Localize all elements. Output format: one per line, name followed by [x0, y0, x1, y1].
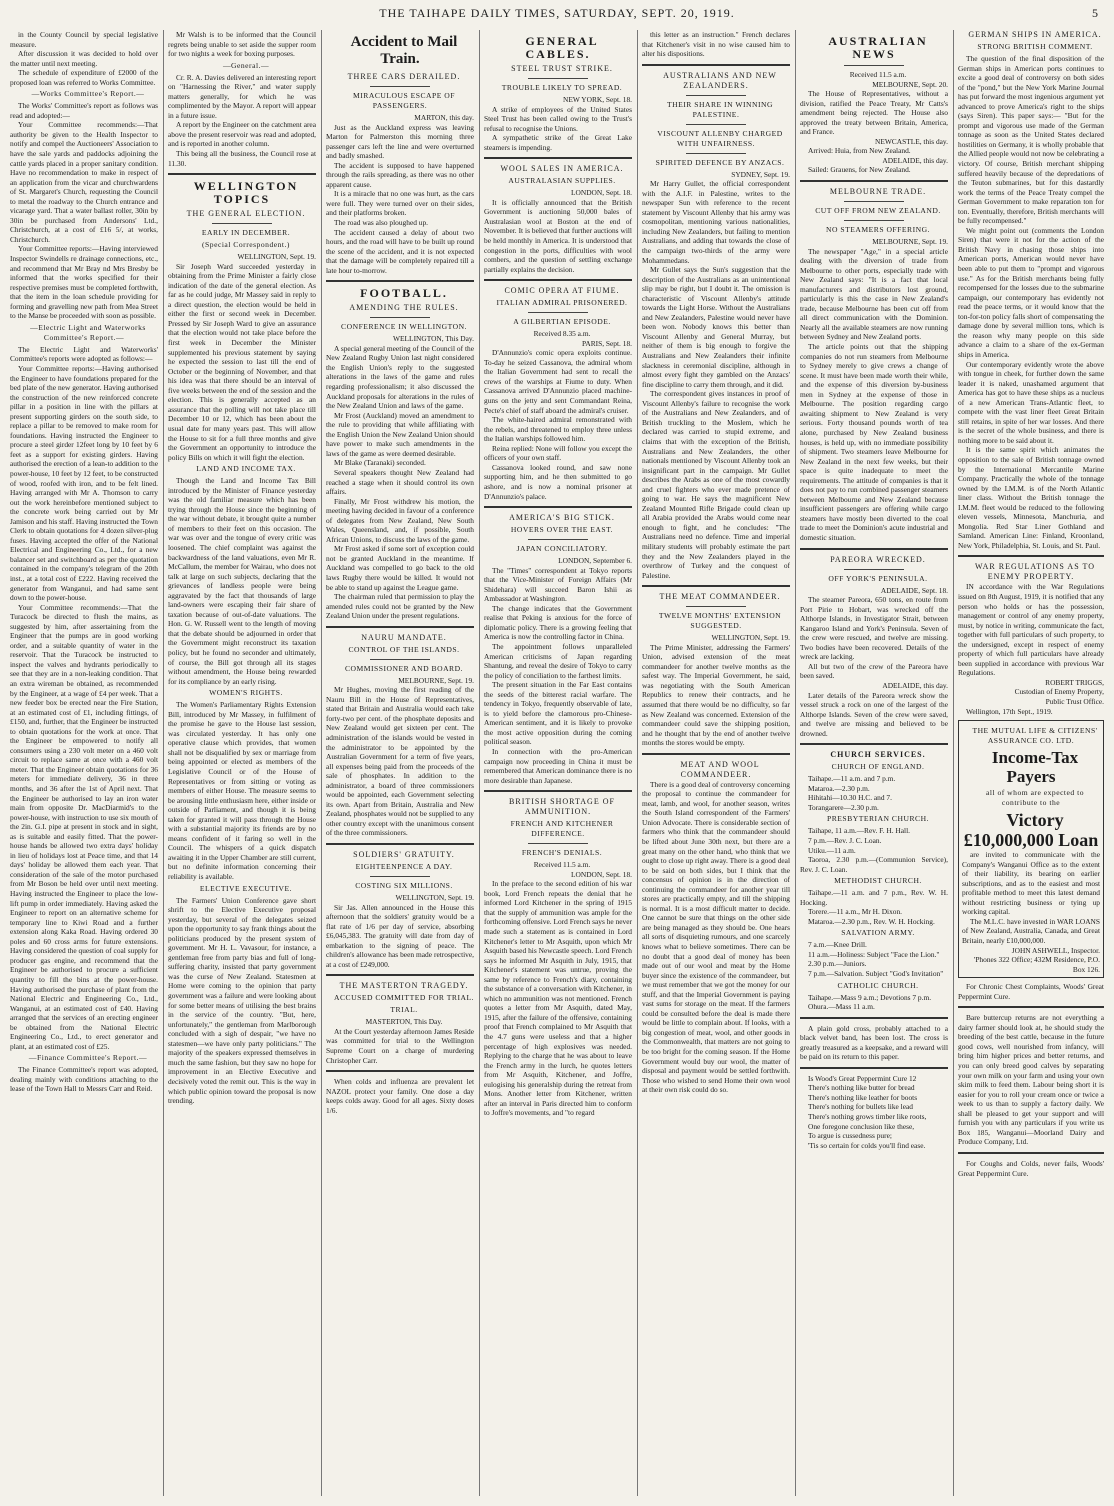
headline: WOOL SALES IN AMERICA.	[500, 164, 624, 174]
paragraph: Your Committee recommends:—That the Turacock be directed to flush the mains, as suggested by him, after assertaining from the Engineer that the pumps are in good working order, and a suitable quantity of water in the reservoir. That the Turacock be instructed to inspect the valves and hydrants periodically to see that they are in a non-leaking condition. That an extra wireman be obtained, as recommended by the Engineer, at a wage of £4 per week. That a new feeder box be erected near the Fire Station, at an estimated cost of £1, including fittings, of £150, and, further, that the Engineer be instructed to obtain quotations for the work at once. That the Engineer be empowered to notify all consumers using a 230 volt meter on a 460 volt circuit to replace same at once with a 460 volt meter. That the Engineer obtain quotations for 36 meters for immediate delivery, 36 in three months, and 36 after the 1st of April next. That the Engineer be authorised to lay an iron water main from opposite Dr. MacDiarmid's to the power-house, with instruction to use six mouth of the 2in. G.I. pipe at present in stock and in sight, as is suitable and easily fitted. That the power-house hands be allowed two extra days' holiday in lieu of holidays lost at Peace time, and that 14 days' holiday be allowed them each year. That consideration of the sale of the motor purchased from Mr Boson be held over until next meeting. Having instructed the Engineer to place the low-lift pump in order immediately. Having asked the Engineer to report on an alternative scheme for temporary line to Kiwi Road and a further extension along Kaka Road. Having ordered 30 poles and 60 cross arms for future extensions. Having considered the question of coal supply for producer gas engine, and recommend that the Engineer be authorised to procure a sufficient quantity to fill the bins at the power-house. Having authorised the purchase of plant from the National Electric and Engineering Co., Ltd., Wanganui, at an estimated cost of £40. Having arranged that the services of an erecting engineer be obtained from the National Electric Engineering Co., Ltd., to erect generator and plant, at an estimated cost of £25.	[10, 602, 158, 1051]
paragraph: Mr Gullet says the Sun's suggestion that the description of the Australians as an unintentional slip may be right, but I doubt it. The omission is characteristic of Viscount Allenby's attitude towards the Light Horse. Without the Australians and New Zealanders, Palestine would never have been won. Nobody knows this better than Viscount Allenby and General Murray, but neither of them is big enough to forgive the Australians and New Zealanders their infinite slackness in ceremonial discipline, although in almost every fight they gambled on the Anzacs' fine discipline to carry them through, and it did.	[642, 265, 790, 389]
verse-line: There's nothing for bullets like lead	[808, 1102, 913, 1112]
paragraph: Our contemporary evidently wrote the above with tongue in cheek, for further down the same leader it is naked, unashamed argument that America has got to have these ships as a nucleus of a new American Trans-Atlantic fleet, to compete with the vast liner fleet Great Britain still retains, in spite of her war losses. And there is the secret of the whole business, and there is nothing more to be said about it.	[958, 359, 1104, 445]
headline: AMERICA'S BIG STICK.	[509, 513, 615, 523]
verse-line: 'Tis so certain for colds you'll find ease.	[808, 1140, 926, 1150]
subheading: SALVATION ARMY.	[841, 928, 915, 938]
subheading: CONFERENCE IN WELLINGTON.	[341, 322, 467, 332]
column-2	[168, 30, 316, 1496]
headline: FOOTBALL.	[360, 286, 448, 301]
subheading: —General.—	[222, 60, 270, 70]
paragraph: This being all the business, the Council rose at 11.30.	[168, 149, 316, 168]
subheading: COSTING SIX MILLIONS.	[355, 881, 453, 890]
paragraph: Mr Walsh is to be informed that the Council regrets being unable to set aside the supper room for two nights a week for boxing purposes.	[168, 30, 316, 59]
paragraph: are invited to communicate with the Company's Wanganui Office as to the extent of their liability, its bearing on earlier subscriptions, and as to the easiest and most profitable method to meet this latest demand without restricting business or tying up working capital.	[962, 850, 1100, 917]
headline: AUSTRALIAN NEWS	[828, 34, 928, 61]
dateline: Received 11.5 a.m.	[849, 70, 907, 79]
advertisement: Bare buttercup returns are not everything a dairy farmer should look at, he should study the breeding of the best cattle, because in the future good cows, well nourished from infancy, will bring him higher prices and better returns, and you can only breed good calves by separating your own milk on your farm and using your own skim milk to feed them. Labour being short it is easier for you to roll your cream once or twice a week to us than to supply a factory daily. We shall be pleased to get your support and will furnish you with any particulars if you write us Box 185, Wanganui—Moorland Dairy and Produce Company, Ltd.	[958, 1013, 1104, 1147]
paragraph: The accident caused a delay of about two hours, and the road will have to be built up round the scene of the accident, and it is not expected that the damage will be completely repaired till a late hour to-morrow.	[326, 227, 474, 275]
paragraph: Later details of the Pareora wreck show the vessel struck a rock on one of the largest of the Althorpe Islands. Seven of the crew were saved, and twelve are missing and believed to be drowned.	[800, 690, 948, 738]
service-line: Taihape.—11 a.m. and 7 p.m., Rev. W. H. Hocking.	[800, 888, 948, 907]
lost-notice: A plain gold cross, probably attached to a black velvet band, has been lost. The cross is greatly treasured as a keepsake, and a reward will be paid on its return to this paper.	[800, 1023, 948, 1062]
subheading: ACCUSED COMMITTED FOR TRIAL.	[334, 993, 474, 1003]
paragraph: The schedule of expenditure of £2000 of the proposed loan was referred to Works Committee.	[10, 68, 158, 87]
paragraph: The correspondent gives instances in proof of Viscount Allenby's failure to recognise the work of the Australians and New Zealanders, and of British truckling to the Moslem, which he declared was carried to stupid extreme, and claims that with the exception of the British, Australians and New Zealanders, the other nationals mentioned by Viscount Allenby took an insignificant part in the campaign. Mr Gullet describes the Arabs as one of the most cowardly and cruel fighters who ever made pretence of going to war. He says the magnificent New Zealand Mounted Rifle Brigade could clean up all Arabia provided the Arabs would come near enough to fight, and he concludes: "The Australians need no defence. Time and imperial military students will probably estimate the part they and the New Zealanders played in the overthrow of Turkey and the conquest of Palestine.	[642, 389, 790, 580]
paragraph: Mr Hughes, moving the first reading of the Nauru Bill in the House of Representatives, stated that Britain and Australia would each take forty-two per cent. of the phosphate deposits and New Zealand would get sixteen per cent. The administration of the islands would be vested in the administrator to be appointed by the Australian Government for a term of five years, all expenses being paid from the proceeds of the sale of phosphates. In addition to the administrator, a board of three commissioners would be appointed, each Government selecting its own. Apart from Britain, Australia and New Zealand, phosphates would not be supplied to any other country except with the unanimous consent of the three commissioners.	[326, 685, 474, 838]
advertisement: For Coughs and Colds, never fails, Woods' Great Peppermint Cure.	[958, 1158, 1104, 1178]
ad-headline: Income-Tax Payers	[991, 748, 1079, 787]
paragraph: It is a miracle that no one was hurt, as the cars were full. They were turned over on their sides, and their platforms broken.	[326, 189, 474, 218]
signature-line: JOHN ASHWELL, Inspector.	[1011, 945, 1100, 955]
subheading: —Works Committee's Report.—	[31, 89, 145, 99]
headline: AUSTRALIANS AND NEW ZEALANDERS.	[663, 70, 777, 90]
subheading: THE GENERAL ELECTION.	[186, 209, 306, 219]
paragraph: Sir Joseph Ward succeeded yesterday in obtaining from the Prime Minister a fairly close indication of the date of the general election. As far as he could judge, Mr Massey said in reply to a direct question, the election would be held in either the first or second week in December. Pressed by Sir Joseph Ward to give an assurance that the election would not take place before the first week in December the Minister supplemented his previous statement by saying he expected the session to last till the end of October or the beginning of November, and that his idea was that there should be an interval of five weeks between the end of the session and the election. This is generally accepted as an assurance that the polling will not take place till December 10 or 12, which has been about the usual date for many years past. This will allow the House to sit for a full three months and give the Government an opportunity to introduce the policy Bills on which it will fight the election.	[168, 261, 316, 462]
paragraph: The appointment follows unparalleled American criticisms of Japan regarding Shantung, and reveal the desire of Tokyo to carry the policy of conciliation to the farthest limits.	[484, 641, 632, 680]
subheading: METHODIST CHURCH.	[834, 876, 922, 886]
paragraph: Sailed: Grauens, for New Zealand.	[808, 165, 911, 175]
ad-company: THE MUTUAL LIFE & CITIZENS' ASSURANCE CO. LTD.	[972, 726, 1098, 746]
service-line: 7 p.m.—Salvation. Subject "God's Invitation"	[808, 969, 944, 979]
subheading: TWELVE MONTHS' EXTENSION SUGGESTED.	[658, 611, 782, 631]
headline: BRITISH SHORTAGE OF AMMUNITION.	[509, 797, 615, 817]
subheading: THEIR SHARE IN WINNING PALESTINE.	[667, 99, 773, 119]
paragraph: At the Court yesterday afternoon James Reside was committed for trial to the Wellington Supreme Court on a charge of murdering Christopher Carr.	[326, 1026, 474, 1065]
dateline: Received 8.35 a.m.	[533, 329, 591, 339]
ad-loan-title: Victory £10,000,000 Loan	[963, 810, 1099, 851]
paragraph: We might point out (comments the London Siren) that were it not for the action of the British Navy in chasing those ships into American ports, American would never have been able to put them to "prompt and vigorous use." As for the British merchants being fully recompensed for the losses due to the submarine campaign, our contemporary has evidently not read the peace terms, or it would know that the ton-for-ton policy falls short of compensating the damage done by several million tons, which is the reason why many people on this side advance a claim to a share of the ex-German ships in America.	[958, 225, 1104, 359]
paragraph: It is the same spirit which animates the opposition to the sale of British tonnage owned by the International Mercantile Marine Company. Practically the whole of the tonnage owned by the I.M.M. is of the North Atlantic liner class. Without the British tonnage the I.M.M. fleet would be reduced to the following eleven vessels, Minnesota, Manchuria, and Mongolia. Red Star Liner Gothland and Samland. American Line: Finland, Kroonland, New York, Philadelphia, St. Louis, and St. Paul.	[958, 445, 1104, 550]
paragraph: In connection with the pro-American campaign now proceeding in China it must be remembered that American dominance there is no more desirable than Japanese.	[484, 746, 632, 785]
dateline: SYDNEY, Sept. 19.	[731, 169, 790, 179]
paragraph: The article points out that the shipping companies do not run steamers from Melbourne to Sydney merely to give crews a change of scene. It must have been made worth their while, and the expense of this diversion by-business men in Sydney at the expense of those in Melbourne. The position regarding cargo awaiting shipment to New Zealand is very serious. Forty thousand pounds worth of tea alone, purchased by New Zealand business houses, is held up, with no immediate possibility of shipment. Two steamers leave Melbourne for New Zealand in the next few weeks, but their space is quite inadequate to meet the requirements. The attitude of companies is that it does not pay to run combined passenger steamers between Melbourne and New Zealand because insufficient passengers are offering while cargo steamers have mostly been diverted to the coal trade to meet the Dominion's acute industrial and domestic situation.	[800, 342, 948, 542]
dateline: WELLINGTON, This Day.	[393, 334, 474, 344]
paragraph: Arrived: Huia, from New Zealand.	[808, 146, 911, 156]
headline: CHURCH SERVICES.	[830, 750, 926, 760]
paragraph: Mr Frost asked if some sort of exception could not be granted Auckland in the meantime. If Auckland was compelled to go back to the old laws Rugby there would be killed. It would not be able to stand up against the League game.	[326, 544, 474, 592]
dateline: LONDON, Sept. 18.	[571, 188, 632, 198]
subheading: COMMISSIONER AND BOARD.	[344, 663, 464, 673]
verse-line: There's nothing grows timber like roots,	[808, 1112, 927, 1122]
paragraph: The accident is supposed to have happened through the rails spreading, as there was no other apparent cause.	[326, 160, 474, 189]
paragraph: The chairman ruled that permission to play the amended rules could not be granted by the New Zealand Union under the present regulations.	[326, 592, 474, 621]
subheading: —Finance Committee's Report.—	[28, 1053, 148, 1063]
paragraph: Your Committee reports:—Having authorised the Engineer to have foundations prepared for the bed plate of the new generator. Having authorised the construction of the new reinforced concrete pillar in a position in line with the pillars at present supporting girders on the south side, to replace a pillar to be removed to make room for foundations. Having instructed the Engineer to procure a steel girder 12feet long by 10 feet by 6 feet as a support for existing girders. Having authorised the erection of a lean-to addition to the power-house, 10 feet by 12 feet, to be constructed of wood, roofed with iron, and to be felt lined. Having arranged with Mr A. Thomson to carry out the work hereinbefore mentioned subject to the concrete work being carried out by Mr Jamison and his staff. Having instructed the Town Clerk to obtain quotations for 4 dozen silver-plug fuses. Having accepted the offer of the National Electrical and Engineering Co., Ltd., for a new balancer set and switchboard as per the quotation contained in the company's telegram of the 20th inst., at a total cost of £222. Having received the generator from Wanganui, and had same sent down to the power-house.	[10, 363, 158, 603]
subheading: MIRACULOUS ESCAPE OF PASSENGERS.	[353, 91, 455, 110]
service-line: 2.30 p.m.—Juniors.	[808, 959, 867, 969]
dateline: PARIS, Sept. 18.	[581, 338, 632, 348]
dateline: MELBOURNE, Sept. 19.	[872, 237, 948, 247]
headline: THE MASTERTON TRAGEDY.	[339, 981, 469, 991]
paragraph: The steamer Pareora, 650 tons, en route from Port Pirie to Hobart, was wrecked off the Althorpe Islands, in Investigator Strait, between Kangaroo Island and York's Peninsula. Seven of the crew were rescued, and twelve are missing. Two bodies have been recovered. Details of the wreck are lacking.	[800, 595, 948, 662]
paragraph: Reina replied: None will follow you except the officers of your own staff.	[484, 443, 632, 463]
dateline: NEWCASTLE, this day.	[874, 136, 948, 146]
dateline: WELLINGTON, Sept. 19.	[395, 893, 474, 902]
subheading: EIGHTEENPENCE A DAY.	[355, 862, 453, 871]
dateline: MELBOURNE, Sept. 20.	[872, 79, 948, 89]
column-4	[484, 30, 632, 1496]
service-line: Torere.—11 a.m., Mr H. Dixon.	[808, 907, 903, 917]
verse-line: To argue is cussedness pure;	[808, 1131, 892, 1141]
headline: Accident to Mail Train.	[350, 34, 458, 67]
paragraph: A report by the Engineer on the catchment area above the present reservoir was read and adopted, and is reported in another column.	[168, 120, 316, 149]
subheading: HOVERS OVER THE EAST.	[510, 525, 614, 535]
subheading: FRENCH'S DENIALS.	[521, 848, 603, 858]
dateline: ADELAIDE, Sept. 18.	[880, 585, 948, 595]
paragraph: The Prime Minister, addressing the Farmers' Union, advised extension of the meat commandeer for another twelve months as the safest way. The Imperial Government, he said, was negotiating with the South American Republics to renew their contracts, and he assumed that there would be no difficulty, so far as New Zealand was concerned. Extension of the commandeer could save the shipping position, and he thought that by the end of another twelve months the stores would be empty.	[642, 642, 790, 748]
paragraph: The "Times" correspondent at Tokyo reports that the Vice-Minister of Foreign Affairs (Mr Shidehara) will succeed Baron Ishii as Ambassador at Washington.	[484, 565, 632, 604]
signature-line: ROBERT TRIGGS,	[1045, 677, 1104, 687]
paragraph: The road was also ploughed up.	[334, 218, 429, 228]
headline: MEAT AND WOOL COMMANDEER.	[680, 759, 760, 779]
paragraph: In the preface to the second edition of his war book, Lord French repeats the denial that he informed Lord Kitchener in the spring of 1915 that the supply of ammunition was ample for the forthcoming offensive. Lord French says he never made such a statement as is contained in Lord Kitchener's letter to Mr Asquith, upon which Mr Asquith based his Newcastle speech. Lord French says he informed Mr Asquith in July, 1915, that Kitchener's statement was untrue, proving the same by reference to French's diary, containing the substance of a conversation with Kitchener, in which no ammunition was not mentioned. French quotes a letter from Mr Asquith, dated May, 1915, after the failure of the offensive, containing proof that French complained to Mr Asquith that the 4.7 guns were useless and that a higher percentage of high explosives was needed. Replying to the charge that he was about to leave the French army in the lurch, he quotes letters from Mr Asquith, Kitchener, and Joffre, eulogising his generalship during the retreat from Mons. Another letter from Kitchener, written after an interval in Paris directed him to conform to Joffre's movements, and "to regard	[484, 879, 632, 1118]
paragraph: Several speakers thought New Zealand had reached a stage when it should control its own affairs.	[326, 467, 474, 497]
paragraph: The white-haired admiral remonstrated with the rebels, and threatened to employ three unless the Italian warships followed him.	[484, 415, 632, 444]
paragraph: Finally, Mr Frost withdrew his motion, the meeting having decided in favour of a conference of delegates from New Zealand, New South Wales, Queensland, and, if possible, South African Unions, to discuss the laws of the game.	[326, 496, 474, 544]
service-line: Taihape.—Mass 9 a.m.; Devotions 7 p.m.	[808, 992, 932, 1002]
subheading: TRIAL.	[390, 1005, 418, 1015]
paragraph: A sympathetic strike of the Great Lake steamers is impending.	[484, 133, 632, 152]
headline: GERMAN SHIPS IN AMERICA.	[968, 30, 1102, 39]
verse-line: There's nothing like leather for boots	[808, 1092, 918, 1102]
service-line: Taihape.—11 a.m. and 7 p.m.	[808, 774, 896, 784]
headline: SOLDIERS' GRATUITY.	[353, 850, 455, 859]
paragraph: IN accordance with the War Regulations issued on 8th August, 1919, it is notified that any person who holds or has the possession, management or control of any enemy property, must, by notice in writing, communicate the fact, together with full particulars of such property, to the undersigned, except in respect of enemy property of which full particulars have already been supplied in accordance with previous War Regulations.	[958, 582, 1104, 678]
service-line: Mataroa.—2.30 p.m., Rev. W. H. Hocking.	[808, 916, 935, 926]
newspaper-page	[10, 30, 1104, 1496]
paragraph: After discussion it was decided to hold over the matter until next meeting.	[10, 49, 158, 68]
subheading: TROUBLE LIKELY TO SPREAD.	[501, 83, 623, 92]
headline: NAURU MANDATE.	[361, 632, 447, 642]
subheading: AMENDING THE RULES.	[349, 303, 459, 313]
paragraph: The present situation in the Far East contains the seeds of the bitterest racial warfare. The tendency in Tokyo, frequently observable of late, is to yield before the clamorous pro-Chinese-American sentiment, and it is likely to provoke the most active opposition during the coming political season.	[484, 680, 632, 747]
contact-line: 'Phones 322 Office; 432M Residence, P.O. Box 126.	[973, 955, 1100, 974]
paragraph: this letter as an instruction." French declares that Kitchener's visit in no wise caused him to alter his dispositions.	[642, 30, 790, 59]
subheading: NO STEAMERS OFFERING.	[826, 225, 930, 235]
headline: THE MEAT COMMANDEER.	[659, 592, 781, 602]
paragraph: Though the Land and Income Tax Bill introduced by the Minister of Finance yesterday was the old familiar measure which has been trying through the House since the beginning of the war without debate, it brought quite a number of members to their feet on this occasion. The war was over and the tongue of every critic was loosened. The chief complaint was against the backwardness of the land valuations, even Mr R. McCallum, the member for Wairau, who does not talk at large on such subjects, declaring that the grievances of landless people were being aggravated by the fact that thousands of large land-owners were escaping their fair share of taxation because of out-of-date valuations. The Hon. G. W. Russell went to the length of moving that the debate should be adjourned in order that the Government might reconstruct its taxation policy, but he found no seconder and ultimately, of course, the Bill got through all its stages without amendment, the House being rewarded for its compliance by an early rising.	[168, 476, 316, 686]
subheading: SPIRITED DEFENCE BY ANZACS.	[655, 157, 785, 167]
signature-line: Custodian of Enemy Property,	[1014, 687, 1104, 697]
paragraph: A special general meeting of the Council of the New Zealand Rugby Union last night considered the English Union's reply to the suggested alterations in the laws of the game and rules regarding professionalism; it also discussed the Auckland proposals for alterations in the rules of the New Zealand Union and laws of the game.	[326, 343, 474, 411]
paragraph: There is a good deal of controversy concerning the proposal to continue the commandeer for meat, lamb, and wool, for another season, writes the South Island correspondent of the Farmers' Union Advocate. There is considerable section of farmers who think that the commandeer should be lifted about June 30th next, but there are a great many on the other hand, who think that we ought to close up right away. There is a good deal to be said on both sides, but I think that the concensus of opinion is in the direction of continuing the commandeer for another year till stores are practically empty, and till the shipping is normal. It is a most difficult matter to decide. One cannot be sure that things on the other side are being managed as they should be. One hears all sorts of disquieting rumours, and one scarcely knows what to believe sometimes. There can be no doubt that a good deal of money has been made out of our wool and meat by the Home buyer since the existence of the commandeer, but we must remember that we got the money for our stuff, and that the Imperial Government is paying vast sums for storage on the meat. If the farmers could be consulted before the deal is made there would be little to complain about. If looks, with a big congestion of meat, wool, and other goods in the Commonwealth, that matters are not going to be too bright for the coming season. If the Home Government would buy our wool, the matter of disposal and payment would be settled forthwith. Those who wished to send Home their own wool at their own risk could do so.	[642, 779, 790, 1095]
headline: PAREORA WRECKED.	[830, 554, 926, 564]
headline: COMIC OPERA AT FIUME.	[504, 286, 620, 296]
advertisement: For Chronic Chest Complaints, Woods' Great Peppermint Cure.	[958, 982, 1104, 1001]
paragraph: The Electric Light and Waterworks' Committee's reports were adopted as follows:—	[10, 344, 158, 364]
paragraph: Mr Blake (Taranaki) seconded.	[334, 458, 426, 468]
dateline: MARTON, this day.	[414, 113, 474, 122]
subheading: EARLY IN DECEMBER.	[201, 228, 291, 238]
service-line: Utiku.—11 a.m.	[808, 845, 856, 855]
subheading: (Special Correspondent.)	[202, 240, 290, 250]
paragraph: The Works' Committee's report as follows was read and adopted:—	[10, 101, 158, 120]
subheading: OFF YORK'S PENINSULA.	[828, 573, 928, 583]
paragraph: Cr. R. A. Davies delivered an interesting report on "Harnessing the River," and water supply matters generally, for which he was complimented by the Mayor. A report will appear in a future issue.	[168, 72, 316, 120]
subheading: VISCOUNT ALLENBY CHARGED WITH UNFAIRNESS.	[657, 128, 783, 148]
verse-line: There's nothing like butter for bread	[808, 1083, 915, 1093]
paragraph: The newspaper "Age," in a special article dealing with the diversion of trade from Melbourne to other ports, especially trade with New Zealand says: "It is a fact that local manufacturers and distributors lost ground, particularly is this the case in New Zealand's trade, because Melbourne has been cut off from all direct communication with the Dominion. Nearly all the available steamers are now running between Sydney and New Zealand ports.	[800, 246, 948, 342]
signature-line: Public Trust Office.	[1045, 697, 1104, 706]
service-line: Taihape, 11 a.m.—Rev. F. H. Hall.	[808, 826, 910, 836]
service-line: Ohura.—Mass 11 a.m.	[808, 1002, 875, 1012]
dateline: WELLINGTON, Sept. 19.	[237, 252, 316, 262]
dateline: MELBOURNE, Sept. 19.	[398, 675, 474, 685]
paragraph: Mr Frost (Auckland) moved an amendment to the rule to providing that while affiliating with the English Union the New Zealand Union should have power to make such amendments in the laws of the game as were deemed desirable.	[326, 410, 474, 458]
paragraph: D'Annunzio's comic opera exploits continue. To-day he seized Cassanova, the admiral whom the Italian Government had sent to recall the crews of the warships at Fiume to duty. When Cassanova arrived D'Annunzio placed machine-guns on the jetty and sent Commandant Reina, Pecte's chief of staff aboard the admiral's cruiser.	[484, 348, 632, 415]
service-line: 7 p.m.—Rev. J. C. Loan.	[808, 836, 882, 845]
service-line: Torangarere—2.30 p.m.	[808, 802, 879, 812]
paragraph: in the County Council by special legislative measure.	[10, 30, 158, 49]
paragraph: Mr Harry Gullet, the official correspondent with the A.I.F. in Palestine, writes to the newspaper Sun with reference to the recent statement by Viscount Allenby that his army was cosmopolitan, mentioning various nationalities, including New Zealanders, but failing to mention Australians, and adding that towards the close of the campaign two-thirds of the army were Mohammedans.	[642, 179, 790, 265]
paragraph: Just as the Auckland express was leaving Marton for Palmerston this morning three passenger cars left the line and were overturned and badly smashed.	[326, 122, 474, 161]
paragraph: A strike of employees of the United States Steel Trust has been called owing to the Trust's refusal to recognise the Unions.	[484, 104, 632, 133]
subheading: STEEL TRUST STRIKE.	[511, 64, 613, 73]
paragraph: The change indicates that the Government realise that Peking is anxious for the force of diplomatic policy. There is a growing feeling that America is now the controlling factor in China.	[484, 603, 632, 642]
headline: WELLINGTON TOPICS	[193, 179, 299, 207]
column-6	[800, 30, 948, 1496]
subheading: AUSTRALASIAN SUPPLIES.	[508, 176, 616, 186]
verse-line: One foregone conclusion like these,	[808, 1121, 915, 1131]
paragraph: Your Committee recommends:—That authority be given to the Health Inspector to notify and compel the Auctioneers' Association to have the sale yards and paddocks adjoining the cattle yards placed in a proper sanitary condition. Have no recommendation to make in respect of an application from the vicar and churchwardens of St. Margaret's Church, requesting the Council to metal the roadway to the Church entrance and vicarage yard. That a water ballast roller, 30in by 30in be purchased from Andersons' Ltd., Christchurch, at a cost of £16 5/, at works, Christchurch.	[10, 120, 158, 244]
headline: WAR REGULATIONS AS TO ENEMY PROPERTY.	[974, 562, 1096, 582]
paragraph: Your Committee reports:—Having interviewed Inspector Swindells re drainage connections, etc., and recommend that Mr Bray nd Mrs Bresby be informed that the works specified for their respective premises must be completed forthwith, that the item in the loan schedule providing for forming and gravelling new path from Mea Street to the Manse be proceeded with soon as possible.	[10, 244, 158, 321]
subheading: CHURCH OF ENGLAND.	[831, 762, 925, 772]
paragraph: The Finance Committee's report was adopted, dealing mainly with conditions attaching to the lease of the Town Hall to Messrs Carr and Reid.	[10, 1065, 158, 1094]
dateline: WELLINGTON, Sept. 19.	[711, 633, 790, 643]
signature-line: Wellington, 17th Sept., 1919.	[966, 706, 1053, 716]
paragraph: Sir Jas. Allen announced in the House this afternoon that the soldiers' gratuity would be a flat rate of 1/6 per day of service, absorbing £6,045,383. The gratuity will date from day of embarkation to the signing of peace. The children's allowance has been made retrospective, at a cost of £249,000.	[326, 902, 474, 969]
subheading: LAND AND INCOME TAX.	[196, 464, 296, 474]
paragraph: It is officially announced that the British Government is auctioning 50,000 bales of Australasian wool at Boston at the end of November. It is believed that further auctions will be held monthly in America. It is understood that congestion in the ports, difficulties with wool combers, and the question of settling exchange partially explains the decision.	[484, 197, 632, 274]
subheading: CUT OFF FROM NEW ZEALAND.	[815, 206, 941, 216]
paragraph: The M.L.C. have invested in WAR LOANS of New Zealand, Australia, Canada, and Great Britain, nearly £10,000,000.	[962, 916, 1100, 946]
column-5	[642, 30, 790, 1496]
verse-line: Is Wood's Great Peppermint Cure 12	[808, 1073, 917, 1083]
paragraph: The House of Representatives, without a division, ratified the Peace Treaty, Mr Catts's amendment being rejected. The House also approved the treaty between Britain, America, and France.	[800, 89, 948, 137]
headline: GENERAL CABLES.	[525, 34, 599, 61]
advertisement: When colds and influenza are prevalent let NAZOL protect your family. One dose a day keeps colds away. Good for all ages. Sixty doses 1/6.	[326, 1077, 474, 1115]
service-line: Mataroa.—2.30 p.m.	[808, 783, 870, 793]
dateline: MASTERTON, This Day.	[365, 1017, 443, 1027]
service-line: Hihitahi—10.30 H.C. and 7.	[808, 793, 892, 803]
subheading: JAPAN CONCILIATORY.	[516, 544, 608, 554]
service-line: Taoroa, 2.30 p.m.—(Communion Service), Rev. J. C. Loan.	[800, 855, 948, 874]
service-line: 11 a.m.—Holiness: Subject "Face the Lion."	[808, 949, 940, 959]
paragraph: Cassanova looked round, and saw none supporting him, and he then submitted to go ashore, and is now a nominal prisoner at D'Annunzio's palace.	[484, 462, 632, 501]
subheading: —Electric Light and Waterworks Committee's Report.—	[30, 322, 146, 342]
advertisement-box	[958, 720, 1104, 978]
subheading: A GILBERTIAN EPISODE.	[513, 317, 611, 327]
dateline: LONDON, Sept. 18.	[571, 869, 632, 879]
dateline: Received 11.5 a.m.	[533, 860, 591, 870]
paragraph: The Women's Parliamentary Rights Extension Bill, introduced by Mr Massey, in fulfilment of the promise he gave to the House last session, was circulated yesterday. It has only one operative clause which provides, that women shall not be disqualified by sex or marriage from being appointed or elected as members of the Legislative Council or of the House of Representatives or from sitting or voting as members of either House. The measure seems to be arousing little enthusiasm here, either inside or outside of Parliament, and though it is being taken for granted it will pass through the House with a substantial majority its friends are by no means confident of it faring so well in the Council. The whispers of a quick dispatch awaiting it in the Upper Chamber are still current, but no definite information concerning their reliability is available.	[168, 700, 316, 882]
subheading: CONTROL OF THE ISLANDS.	[348, 644, 460, 654]
dateline: LONDON, September 6.	[558, 556, 632, 566]
dateline: ADELAIDE, this day.	[882, 680, 948, 690]
subheading: ITALIAN ADMIRAL PRISONERED.	[496, 298, 628, 308]
subheading: FRENCH AND KITCHENER DIFFERENCE.	[510, 819, 614, 839]
paragraph: The Farmers' Union Conference gave short shrift to the Elective Executive proposal yesterday, but several of the delegates seized upon the opportunity to say frank things about the politicians produced by the present system of government. Mr H. L. Vavasour, for instance, a gentleman free from party bias and full of long-suffering charity, insisted that party government was the curse of New Zealand. Statesmen at Home were coming to the opinion that party government was a failure and were looking about for some better means of utilising the best brains in the service of the country. "But, here, unfortunately," the gentleman from Marlborough concluded with a sigh of despair, "we have no statesmen—we have only party politicians." The majority of the speakers expressed themselves in much the same fashion, but they saw no hope for improvement in an Elective Executive and decisively voted the remit out. This is the way in which public opinion toward the proposal is now trending.	[168, 895, 316, 1106]
subheading: ELECTIVE EXECUTIVE.	[199, 883, 293, 893]
subheading: STRONG BRITISH COMMENT.	[977, 42, 1093, 51]
paragraph: All but two of the crew of the Pareora have been saved.	[800, 661, 948, 681]
service-line: 7 a.m.—Knee Drill.	[808, 940, 867, 950]
column-1	[10, 30, 158, 1496]
dateline: ADELAIDE, this day.	[882, 155, 948, 165]
ad-subline: all of whom are expected to contribute to the	[985, 788, 1085, 808]
subheading: THREE CARS DERAILED.	[347, 72, 461, 81]
headline: MELBOURNE TRADE.	[829, 187, 927, 197]
masthead-title: THE TAIHAPE DAILY TIMES, SATURDAY, SEPT. 20, 1919.	[379, 6, 735, 20]
page-number: 5	[1092, 6, 1098, 20]
column-7	[958, 30, 1104, 1496]
subheading: PRESBYTERIAN CHURCH.	[827, 814, 929, 824]
masthead	[0, 0, 1114, 26]
paragraph: The question of the final disposition of the German ships in American ports continues to excite a good deal of controversy on both sides of the "pond," but the New York Marine Journal has put forward the most ingenious argument yet advanced to prove America's right to the ships (says Siren). This paper says:— "But for the prompt and vigorous use made of the German tonnage as soon as the United States declared hostilities on Germany, it is wholly probable that the Allied people would not now be celebrating a victory. Of course, British merchant shipping suffered heavily because of the depredations of the Teuton submarines, but for this dastardly work the terms of the Peace Treaty compel the German Government to make reparation ton for ton. Eventually, therefore, British merchants will be fully recompensed."	[958, 54, 1104, 226]
subheading: CATHOLIC CHURCH.	[837, 980, 919, 990]
subheading: WOMEN'S RIGHTS.	[209, 688, 283, 698]
column-3	[326, 30, 474, 1496]
dateline: NEW YORK, Sept. 18.	[563, 95, 632, 104]
